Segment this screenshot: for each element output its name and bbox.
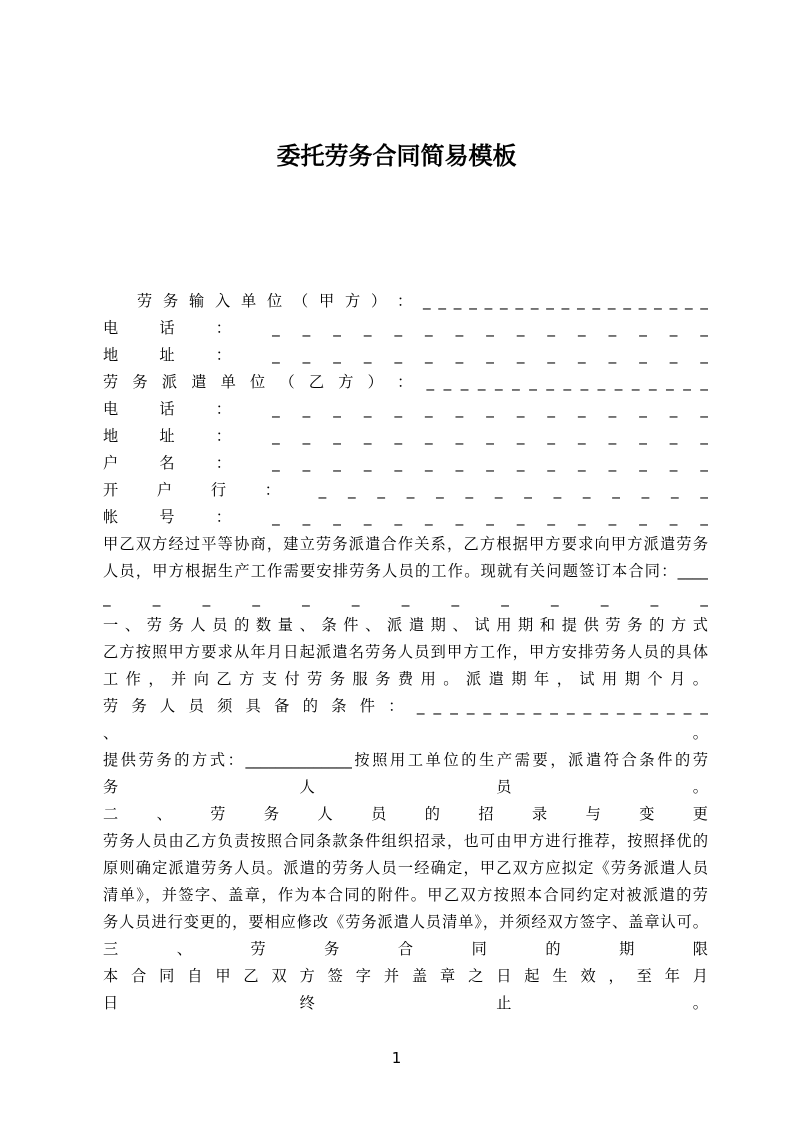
field-service-method: 提供劳务的方式：______________按照用工单位的生产需要，派遣符合条件的劳 — [103, 751, 708, 769]
paragraph-s1-line-1: 乙方按照甲方要求从年月日起派遣名劳务人员到甲方工作，甲方安排劳务人员的具体 — [103, 643, 708, 661]
paragraph-intro-line-2: 人员，甲方根据生产工作需要安排劳务人员的工作。现就有关问题签订本合同：____ — [103, 562, 708, 580]
field-address-b: 地 址 ： _ _ _ _ _ _ _ _ _ _ _ _ _ _ _ — [103, 427, 708, 445]
paragraph-s2-line-1: 劳务人员由乙方负责按照合同条款条件组织招录，也可由甲方进行推荐，按照择优的 — [103, 832, 708, 850]
field-phone-a: 电 话 ： _ _ _ _ _ _ _ _ _ _ _ _ _ _ _ — [103, 319, 708, 337]
document-body — [103, 288, 708, 1017]
heading-section-1: 一 、 劳 务 人 员 的 数 量 、 条 件 、 派 遣 期 、 试 用 期 和 提 供 劳 务 的 方 式 — [103, 616, 708, 634]
field-account-number: 帐 号 ： _ _ _ _ _ _ _ _ _ _ _ _ _ _ _ — [103, 508, 708, 526]
field-party-b: 劳 务 派 遣 单 位 （ 乙 方 ） ： _ _ _ _ _ _ _ _ _ _ _ _ _ _ _ _ _ — [103, 373, 708, 391]
paragraph-intro-line-1: 甲乙双方经过平等协商，建立劳务派遣合作关系，乙方根据甲方要求向甲方派遣劳务 — [103, 535, 708, 553]
field-address-a: 地 址 ： _ _ _ _ _ _ _ _ _ _ _ _ _ _ _ — [103, 346, 708, 364]
paragraph-intro-blank-line: _ _ _ _ _ _ _ _ _ _ _ _ _ — [103, 589, 708, 607]
paragraph-s2-line-3: 清单》，并签字、盖章，作为本合同的附件。甲乙双方按照本合同约定对被派遣的劳 — [103, 886, 708, 904]
paragraph-s3-line-2: 日 终 止 。 — [103, 994, 708, 1012]
paragraph-s2-line-2: 原则确定派遣劳务人员。派遣的劳务人员一经确定，甲乙双方应拟定《劳务派遣人员 — [103, 859, 708, 877]
paragraph-s1-blank-line: 、 。 — [103, 724, 708, 742]
paragraph-s3-line-1: 本 合 同 自 甲 乙 双 方 签 字 并 盖 章 之 日 起 生 效 ， 至 年 月 — [103, 967, 708, 985]
field-bank: 开 户 行 ： _ _ _ _ _ _ _ _ _ _ _ _ _ _ — [103, 481, 708, 499]
field-account-name: 户 名 ： _ _ _ _ _ _ _ _ _ _ _ _ _ _ _ — [103, 454, 708, 472]
paragraph-s1-line-3: 务 人 员 。 — [103, 778, 708, 796]
field-party-a: 劳 务 输 入 单 位 （ 甲 方 ） ： _ _ _ _ _ _ _ _ _ _ _ _ _ _ _ _ _ _ _ — [137, 292, 708, 310]
heading-section-2: 二 、 劳 务 人 员 的 招 录 与 变 更 — [103, 805, 708, 823]
field-worker-requirements: 劳 务 人 员 须 具 备 的 条 件 ： _ _ _ _ _ _ _ _ _ _ _ _ _ _ _ _ _ _ — [103, 697, 708, 715]
page-number: 1 — [391, 1049, 402, 1067]
heading-section-3: 三 、 劳 务 合 同 的 期 限 — [103, 940, 708, 958]
document-title: 委托劳务合同简易模板 — [276, 142, 517, 170]
paragraph-s1-line-2: 工 作 ， 并 向 乙 方 支 付 劳 务 服 务 费 用 。 派 遣 期 年 ， 试 用 期 个 月 。 — [103, 670, 708, 688]
paragraph-s2-line-4: 务人员进行变更的，要相应修改《劳务派遣人员清单》，并须经双方签字、盖章认可。 — [103, 913, 708, 931]
field-phone-b: 电 话 ： _ _ _ _ _ _ _ _ _ _ _ _ _ _ _ — [103, 400, 708, 418]
